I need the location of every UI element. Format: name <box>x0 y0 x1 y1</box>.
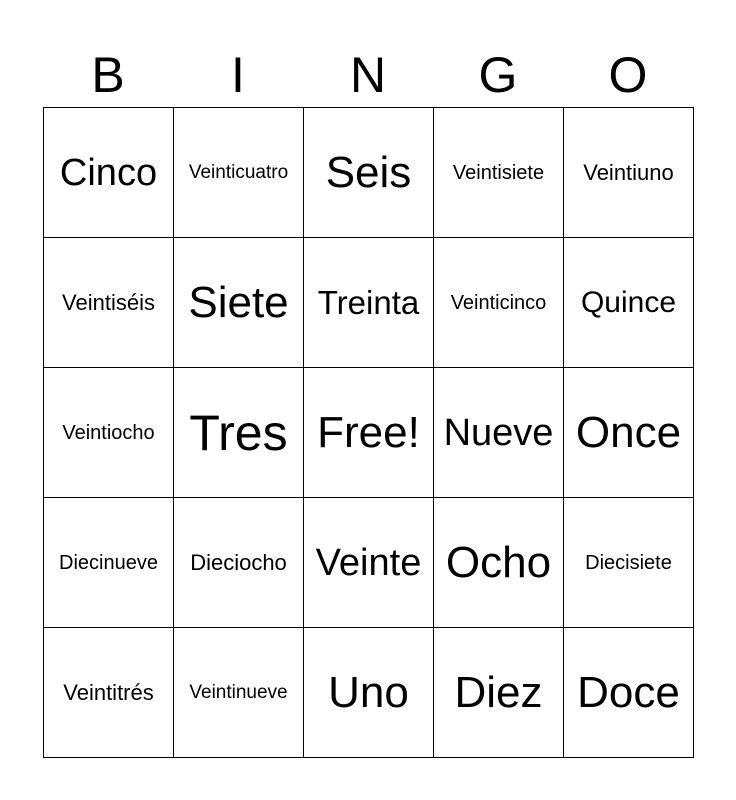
header-letter-b: B <box>91 47 125 103</box>
bingo-cell-r1-c5[interactable]: Veintiuno <box>564 108 694 238</box>
bingo-cell-r3-c5[interactable]: Once <box>564 368 694 498</box>
bingo-cell-r3-c1[interactable]: Veintiocho <box>44 368 174 498</box>
header-letter-g: G <box>478 47 518 103</box>
bingo-header <box>43 42 693 108</box>
bingo-cell-r2-c3[interactable]: Treinta <box>304 238 434 368</box>
bingo-cell-r2-c1[interactable]: Veintiséis <box>44 238 174 368</box>
bingo-cell-r4-c1[interactable]: Diecinueve <box>44 498 174 628</box>
bingo-cell-r5-c1[interactable]: Veintitrés <box>44 628 174 758</box>
bingo-board <box>43 107 694 758</box>
bingo-cell-r1-c1[interactable]: Cinco <box>44 108 174 238</box>
bingo-cell-r5-c5[interactable]: Doce <box>564 628 694 758</box>
bingo-cell-r3-c2[interactable]: Tres <box>174 368 304 498</box>
header-letter-o: O <box>608 47 648 103</box>
bingo-cell-r1-c4[interactable]: Veintisiete <box>434 108 564 238</box>
bingo-cell-r4-c3[interactable]: Veinte <box>304 498 434 628</box>
bingo-cell-r3-c3-free[interactable]: Free! <box>304 368 434 498</box>
bingo-cell-r1-c2[interactable]: Veinticuatro <box>174 108 304 238</box>
bingo-cell-r2-c2[interactable]: Siete <box>174 238 304 368</box>
bingo-cell-r2-c5[interactable]: Quince <box>564 238 694 368</box>
header-letter-i: I <box>231 47 245 103</box>
bingo-cell-r4-c4[interactable]: Ocho <box>434 498 564 628</box>
bingo-cell-r5-c3[interactable]: Uno <box>304 628 434 758</box>
bingo-cell-r5-c4[interactable]: Diez <box>434 628 564 758</box>
bingo-cell-r2-c4[interactable]: Veinticinco <box>434 238 564 368</box>
bingo-cell-r1-c3[interactable]: Seis <box>304 108 434 238</box>
bingo-cell-r4-c5[interactable]: Diecisiete <box>564 498 694 628</box>
header-letter-n: N <box>349 47 387 103</box>
bingo-cell-r5-c2[interactable]: Veintinueve <box>174 628 304 758</box>
bingo-cell-r4-c2[interactable]: Dieciocho <box>174 498 304 628</box>
bingo-cell-r3-c4[interactable]: Nueve <box>434 368 564 498</box>
